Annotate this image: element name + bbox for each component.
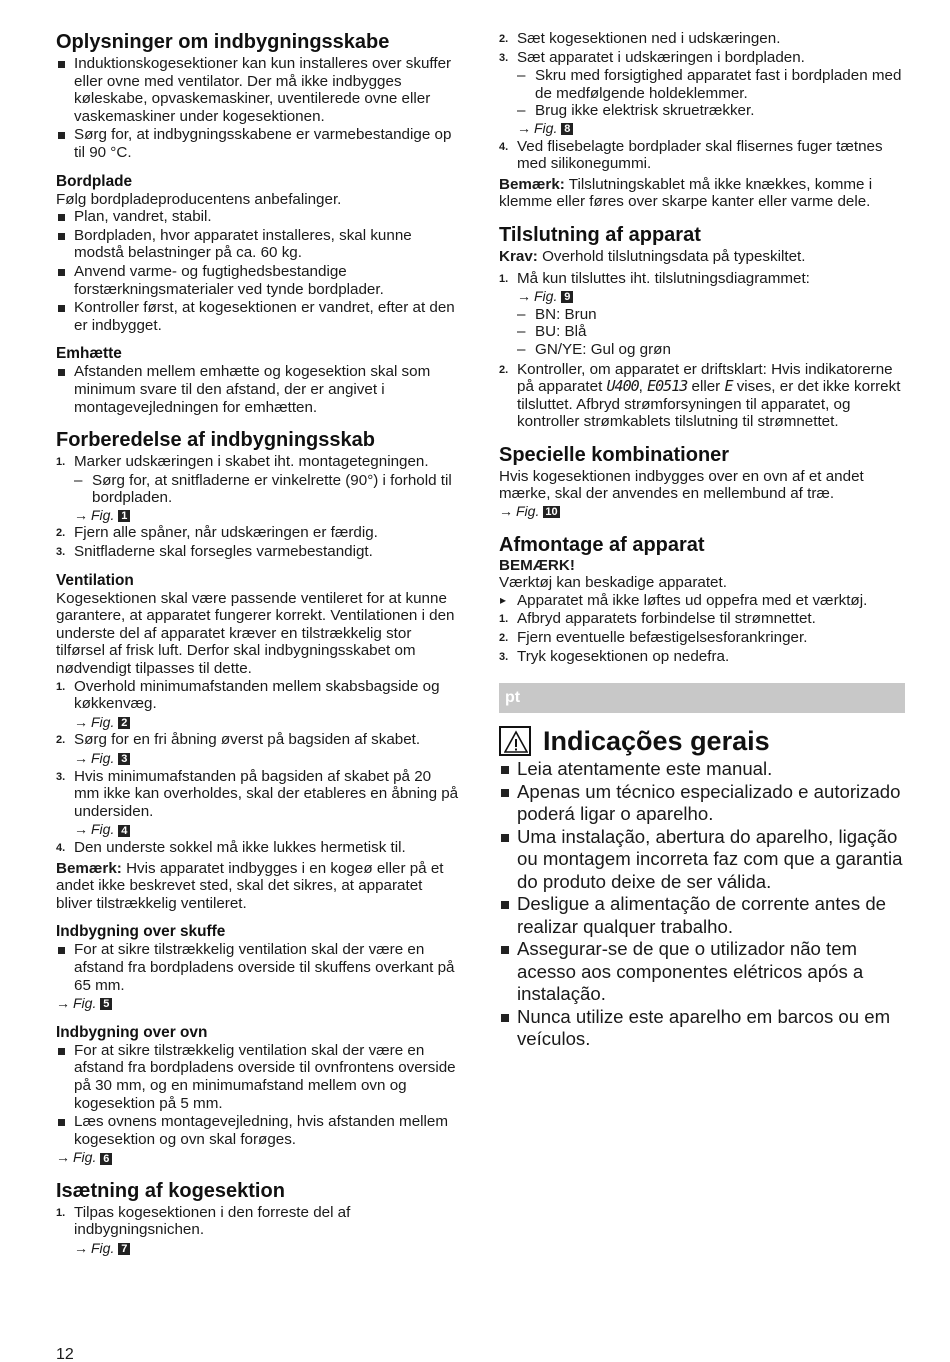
cabinet-info-list (56, 55, 460, 162)
list-item: Apenas um técnico especializado e autorizado poderá ligar o aparelho. (499, 781, 905, 826)
step-item: 1. Tilpas kogesektionen i den forreste del af indbygningsnichen. (56, 1203, 351, 1239)
step-item: 4. Ved flisebelagte bordplader skal flisernes fuger tætnes med silikonegummi. (499, 137, 883, 173)
section-title-special: Specielle kombinationer (499, 443, 730, 466)
figure-reference: → Fig. 5 (56, 995, 460, 1013)
list-item: Kontroller først, at kogesektionen er vandret, efter at den er indbygget. (56, 299, 460, 334)
list-item: Læs ovnens montagevejledning, hvis afstanden mellem kogesektion og ovn skal forøges. (56, 1113, 460, 1148)
step-item: 2. Fjern eventuelle befæstigelsesforankringer. (499, 629, 808, 647)
subheading-over-oven: Indbygning over ovn (56, 1023, 208, 1041)
figure-reference: → Fig. 1 (56, 507, 460, 525)
figure-reference: → Fig. 2 (56, 714, 460, 732)
figure-reference: → Fig. 9 (499, 288, 905, 306)
step-item: 3. Sæt apparatet i udskæringen i bordpladen. (499, 48, 805, 66)
section-title-cabinets: Oplysninger om indbygningsskabe (56, 31, 390, 53)
wire-list (499, 306, 905, 359)
step-item: 3. Hvis minimumafstanden på bagsiden af skabet på 20 mm ikke kan overholdes, skal der etableres en åbning på undersiden. (56, 767, 459, 820)
section-title-connection: Tilslutning af apparat (499, 223, 701, 246)
subheading-emhaette: Emhætte (56, 345, 122, 363)
emhaette-list (56, 363, 460, 416)
preparation-steps (56, 453, 460, 471)
figure-reference: → Fig. 6 (56, 1149, 460, 1167)
step-item: 4. Den underste sokkel må ikke lukkes hermetisk til. (56, 838, 406, 856)
left-column (56, 30, 460, 1258)
warning-label: BEMÆRK! (499, 556, 575, 574)
step-item: 3. Snitfladerne skal forsegles varmebestandigt. (56, 543, 373, 561)
step-item: 2. Kontroller, om apparatet er driftsklart: Hvis indikatorerne på apparatet U400, E0513 eller E vises, er det ikke korrekt tilsluttet. Afbryd strømforsyningen til apparatet, og kontroller strømkablets tilslutning til strømnettet. (499, 360, 901, 431)
list-item: Assegurar-se de que o utilizador não tem acesso aos componentes elétricos após a instalação. (499, 938, 905, 1006)
step-item: 3. Tryk kogesektionen op nedefra. (499, 647, 730, 665)
subheading-over-drawer: Indbygning over skuffe (56, 923, 226, 941)
language-bar: pt (499, 683, 905, 713)
list-item: Uma instalação, abertura do aparelho, ligação ou montagem incorreta faz com que a garantia do produto deixe de ser válida. (499, 826, 905, 894)
list-item: For at sikre tilstrækkelig ventilation skal der være en afstand fra bordpladens overside til skuffens overkant på 65 mm. (56, 941, 460, 994)
list-item: Sørg for, at indbygningsskabene er varmebestandige op til 90 °C. (56, 126, 460, 161)
list-item: Afstanden mellem emhætte og kogesektion skal som minimum svare til den afstand, der er angivet i montagevejledningen for emhætten. (56, 363, 460, 416)
list-item: Leia atentamente este manual. (499, 758, 905, 781)
list-item: Bordpladen, hvor apparatet installeres, skal kunne modstå belastninger på ca. 60 kg. (56, 227, 460, 262)
list-item: For at sikre tilstrækkelig ventilation skal der være en afstand fra bordpladens overside til ovnfrontens overside på 30 mm, og en minimumafstand mellem ovn og kogesektion på 5 mm. (56, 1042, 460, 1112)
figure-reference: → Fig. 7 (56, 1240, 460, 1258)
step-item: 1. Overhold minimumafstanden mellem skabsbagside og køkkenvæg. (56, 677, 440, 713)
warning-text: Værktøj kan beskadige apparatet. (499, 574, 727, 592)
preparation-substeps (56, 472, 460, 507)
substep-item: – Sørg for, at snitfladerne er vinkelrette (90°) i forhold til bordpladen. (56, 472, 460, 507)
list-item: Plan, vandret, stabil. (56, 208, 460, 226)
pt-heading (499, 725, 905, 757)
wire-item: – BU: Blå (499, 323, 905, 341)
display-code: E (724, 377, 733, 396)
step-item: 2. Fjern alle spåner, når udskæringen er færdig. (56, 524, 378, 542)
figure-reference: → Fig. 10 (499, 503, 558, 520)
page-number: 12 (56, 1346, 74, 1362)
display-code: U400 (606, 377, 639, 396)
substep-item: – Brug ikke elektrisk skruetrækker. (499, 102, 905, 120)
list-item: Nunca utilize este aparelho em barcos ou em veículos. (499, 1006, 905, 1051)
list-item: Induktionskogesektioner kan kun installeres over skuffer eller ovne med ventilator. Der må ikke indbygges køleskabe, opvaskemaskiner, uventilerede ovne eller vaskemaskiner under kogesektionen. (56, 55, 460, 125)
section-title-preparation: Forberedelse af indbygningsskab (56, 429, 375, 452)
display-code: E0513 (647, 377, 688, 396)
connection-requirement: Krav: Overhold tilslutningsdata på typeskiltet. (499, 247, 806, 265)
figure-reference: → Fig. 8 (499, 120, 905, 138)
list-item: ▸ Apparatet må ikke løftes ud oppefra med et værktøj. (499, 592, 905, 610)
right-column (499, 30, 905, 1051)
ventilation-intro: Kogesektionen skal være passende ventileret for at kunne garantere, at apparatet fungerer korrekt. Ventilationen i den underste del af apparatet kræver en tilstrækkelig stor tilførsel af frisk luft. Derfor skal indbygningsskabet om nødvendigt tilpasses til dette. (56, 589, 455, 678)
section-title-removal: Afmontage af apparat (499, 533, 705, 556)
bordplade-intro: Følg bordpladeproducentens anbefalinger. (56, 190, 342, 208)
ventilation-note: Bemærk: Hvis apparatet indbygges i en kogeø eller på et andet ikke beskrevet sted, skal det sikres, at apparatet bliver tilstrækkelig ventileret. (56, 859, 444, 912)
figure-reference: → Fig. 3 (56, 750, 460, 768)
bordplade-list (56, 208, 460, 334)
step-item: 1. Marker udskæringen i skabet iht. montagetegningen. (56, 453, 429, 471)
pt-list (499, 758, 905, 1051)
substep-item: – Skru med forsigtighed apparatet fast i bordpladen med de medfølgende holdeklemmer. (499, 67, 905, 102)
ventilation-steps (56, 678, 460, 713)
section-title-installation: Isætning af kogesektion (56, 1179, 285, 1202)
wire-item: – BN: Brun (499, 306, 905, 324)
figure-reference: → Fig. 4 (56, 821, 460, 839)
step-item: 1. Afbryd apparatets forbindelse til strømnettet. (499, 610, 816, 628)
step-item: 2. Sørg for en fri åbning øverst på bagsiden af skabet. (56, 731, 421, 749)
list-item: Desligue a alimentação de corrente antes de realizar qualquer trabalho. (499, 893, 905, 938)
warning-triangle-icon (499, 726, 531, 756)
special-text: Hvis kogesektionen indbygges over en ovn af et andet mærke, skal der anvendes en mellembund af træ. (499, 467, 864, 503)
step-item: 2. Sæt kogesektionen ned i udskæringen. (499, 30, 781, 47)
step-item: 1. Må kun tilsluttes iht. tilslutningsdiagrammet: (499, 269, 810, 287)
installation-note: Bemærk: Tilslutningskablet må ikke knækkes, komme i klemme eller føres over skarpe kanter eller varme dele. (499, 175, 873, 211)
wire-item: – GN/YE: Gul og grøn (499, 341, 905, 359)
list-item: Anvend varme- og fugtighedsbestandige forstærkningsmaterialer ved tynde bordplader. (56, 263, 460, 298)
subheading-bordplade: Bordplade (56, 172, 133, 190)
subheading-ventilation: Ventilation (56, 571, 134, 589)
pt-title: Indicações gerais (543, 726, 770, 757)
